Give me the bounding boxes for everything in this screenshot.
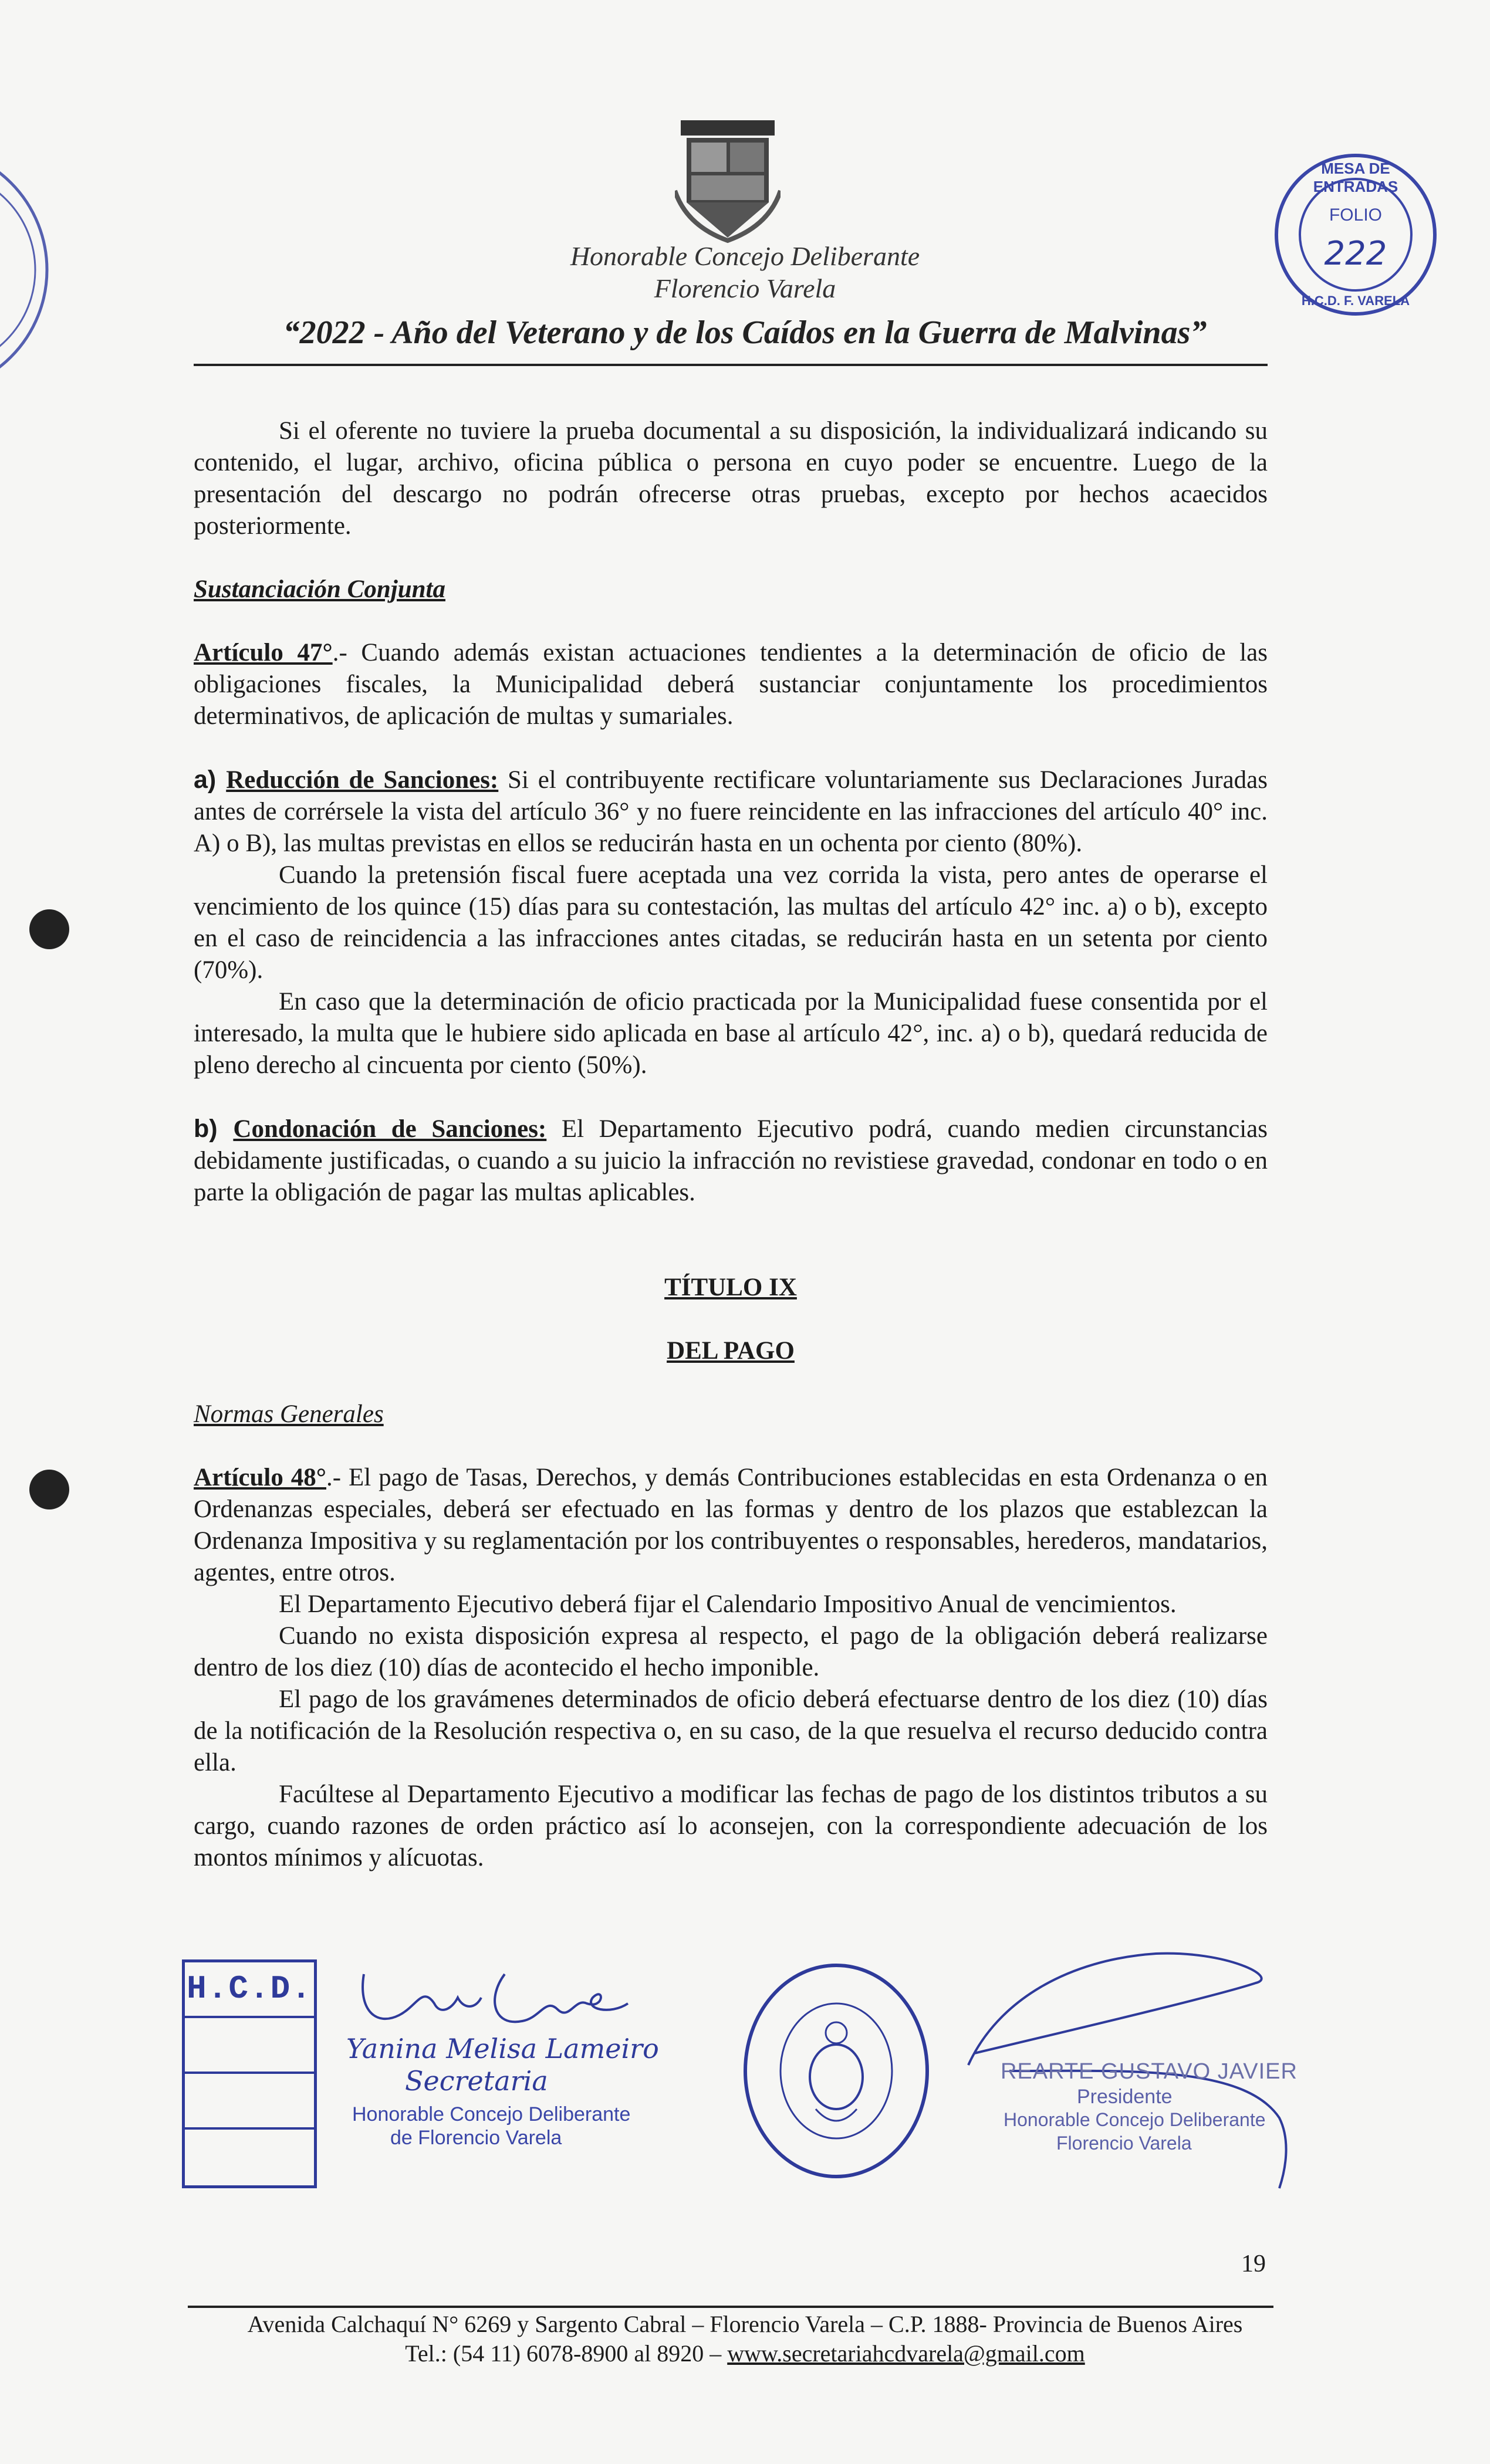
footer-email-link[interactable]: www.secretariahcdvarela@gmail.com [727,2340,1085,2367]
article-48 [194,1462,1268,1589]
article-48-paragraph-3: Cuando no exista disposición expresa al respecto, el pago de la obligación deberá realizarse dentro de los diez (10) días de acontecido el hecho imponible. [194,1622,1268,1681]
hcd-box-row [185,2018,314,2074]
article-47-label: Artículo 47° [194,639,333,666]
council-seal-icon [739,1957,933,2185]
article-48-text: .- El pago de Tasas, Derechos, y demás Contribuciones establecidas en esta Ordenanza o en Ordenanzas especiales, deberá ser efectuado en las formas y dentro de los plazos que establezcan la Ordenanza Impositiva y su reglamentación por los contribuyentes o responsables, herederos, mandatarios, agentes, entre otros. [194,1464,1268,1586]
article-47-text: .- Cuando además existan actuaciones tendientes a la determinación de oficio de las obligaciones fiscales, la Municipalidad deberá sustanciar conjuntamente los procedimientos determinativos, de aplicación de multas y sumariales. [194,639,1268,730]
header-city: Florencio Varela [654,273,836,303]
titulo-ix: TÍTULO IX [664,1274,797,1301]
header-institution: Honorable Concejo Deliberante [570,241,920,271]
footer-contact [0,2340,1490,2367]
secretary-name: Yanina Melisa Lameiro [346,2033,659,2064]
heading-sustanciacion-text: Sustanciación Conjunta [194,576,445,603]
item-a-reduccion [194,764,1268,859]
heading-normas-generales [194,1399,1268,1430]
item-b-text: El Departamento Ejecutivo podrá, cuando medien circunstancias debidamente justificadas, o cuando a su juicio la infracción no revistiese gravedad, condonar en todo o en parte la obligación de pagar las multas aplicables. [194,1115,1268,1206]
footer-address: Avenida Calchaquí N° 6269 y Sargento Cabral – Florencio Varela – C.P. 1888- Provincia de Buenos Aires [247,2311,1243,2337]
titulo-del-pago: DEL PAGO [667,1337,795,1365]
article-48-paragraph-4: El pago de los gravámenes determinados de oficio deberá efectuarse dentro de los diez (10) días de la notificación de la Resolución respectiva o, en su caso, de la que resuelva el recurso deducido contra ella. [194,1685,1268,1776]
item-a-label: Reducción de Sanciones: [226,766,499,794]
item-b-condonacion [194,1113,1268,1209]
article-48-paragraph-2: El Departamento Ejecutivo deberá fijar el Calendario Impositivo Anual de vencimientos. [279,1590,1177,1618]
folio-stamp-bottom-text: H.C.D. F. VARELA [1301,293,1410,308]
item-b-prefix: b) [194,1115,234,1143]
article-48-paragraph-5: Facúltese al Departamento Ejecutivo a modificar las fechas de pago de los distintos tributos a su cargo, cuando razones de orden práctico así lo aconsejen, con la correspondiente adecuación de los montos mínimos y alícuotas. [194,1781,1268,1871]
municipal-crest-icon [675,120,781,243]
heading-normas-text: Normas Generales [194,1400,384,1428]
footer-phone: Tel.: (54 11) 6078-8900 al 8920 – [405,2340,728,2367]
item-a-text: Si el contribuyente rectificare voluntariamente sus Declaraciones Juradas antes de corrérsele la vista del artículo 36° y no fuere reincidente en las infracciones del artículo 40° inc. A) o B), las multas previstas en ellos se reducirán hasta en un ochenta por ciento (80%). [194,766,1268,857]
item-b-label: Condonación de Sanciones: [233,1115,547,1143]
article-47 [194,637,1268,732]
secretary-role: Secretaria [405,2065,548,2097]
binder-hole-bottom [29,1470,69,1509]
president-org-line2: Florencio Varela [1056,2133,1192,2154]
heading-sustanciacion-conjunta [194,574,1268,605]
paragraph-prueba-documental: Si el oferente no tuviere la prueba documental a su disposición, la individualizará indicando su contenido, el lugar, archivo, oficina pública o persona en cuyo poder se encuentre. Luego de la presentación del descargo no podrán ofrecerse otras pruebas, excepto por hechos acaecidos posteriormente. [194,417,1268,540]
secretary-signature-icon [352,1962,657,2039]
header-motto: “2022 - Año del Veterano y de los Caídos en la Guerra de Malvinas” [283,314,1207,351]
president-role: Presidente [1077,2086,1173,2108]
document-body [194,415,1268,1874]
article-48-label: Artículo 48° [194,1464,326,1491]
header-rule [194,364,1268,366]
item-a-paragraph-3: En caso que la determinación de oficio practicada por la Municipalidad fuese consentida por el interesado, la multa que le hubiere sido aplicada en base al artículo 42°, inc. a) o b), quedará reducida de pleno derecho al cincuenta por ciento (50%). [194,988,1268,1079]
item-a-prefix: a) [194,766,227,794]
secretary-org-line1: Honorable Concejo Deliberante [352,2103,631,2125]
folio-stamp [1268,147,1444,323]
footer-rule [188,2306,1273,2308]
president-org-line1: Honorable Concejo Deliberante [1004,2109,1266,2130]
page-number: 19 [1241,2250,1266,2277]
council-seal [739,1957,933,2185]
hcd-box-label: H.C.D. [185,1962,314,2018]
folio-stamp-ring-text: MESA DE ENTRADAS [1313,160,1398,195]
folio-label: FOLIO [1329,205,1382,225]
item-a-paragraph-2: Cuando la pretensión fiscal fuere aceptada una vez corrida la vista, pero antes de operarse el vencimiento de los quince (15) días para su contestación, las multas del artículo 42° inc. a) o b), excepto en el caso de reincidencia a las infracciones antes citadas, se reducirán hasta en un setenta por ciento (70%). [194,861,1268,984]
binder-hole-top [29,909,69,949]
president-name: REARTE GUSTAVO JAVIER [1001,2059,1298,2084]
hcd-box-row [185,2130,314,2185]
secretary-org-line2: de Florencio Varela [390,2127,562,2149]
hcd-box-stamp [182,1959,317,2188]
hcd-box-row [185,2074,314,2130]
folio-number: 222 [1324,235,1387,273]
